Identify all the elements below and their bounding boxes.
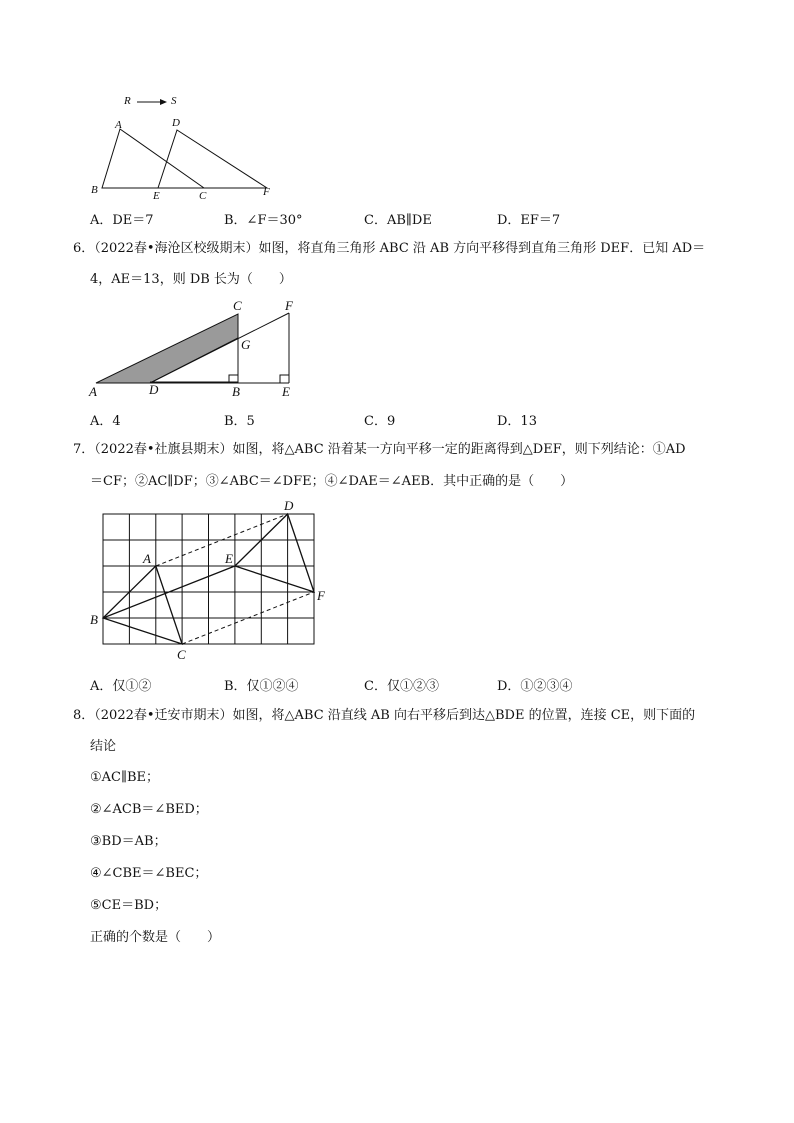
q8-item-5: ⑤CE＝BD； [90, 898, 168, 913]
q6-option-d[interactable]: D．13 [497, 414, 537, 429]
triangle-abc [103, 566, 182, 644]
q6-stem-line2: 4，AE＝13，则 DB 长为（ ） [90, 272, 292, 287]
label-b: B [91, 184, 98, 196]
q5-option-c[interactable]: C．AB∥DE [364, 213, 432, 228]
q6-option-a[interactable]: A．4 [90, 414, 121, 429]
label-s: S [171, 95, 177, 107]
label-f: F [317, 588, 325, 603]
triangle-def [235, 514, 314, 592]
q7-option-b[interactable]: B．仅①②④ [224, 679, 299, 694]
label-r: R [124, 95, 131, 107]
q5-option-a[interactable]: A．DE＝7 [90, 213, 154, 228]
q6-option-b[interactable]: B．5 [224, 414, 255, 429]
label-g: G [241, 337, 251, 352]
q8-item-4: ④∠CBE＝∠BEC； [90, 866, 208, 881]
q7-option-c[interactable]: C．仅①②③ [364, 679, 439, 694]
q7-stem-line1: 7．（2022春•社旗县期末）如图，将△ABC 沿着某一方向平移一定的距离得到△DEF，则下列结论：①AD [73, 442, 686, 457]
q8-item-2: ②∠ACB＝∠BED； [90, 802, 208, 817]
label-d: D [284, 498, 294, 513]
label-a: A [143, 551, 151, 566]
label-c: C [233, 298, 242, 313]
label-d: D [172, 117, 180, 129]
q5-option-b[interactable]: B．∠F＝30° [224, 213, 303, 228]
label-d: D [149, 382, 159, 397]
q8-stem-line1: 8．（2022春•迁安市期末）如图，将△ABC 沿直线 AB 向右平移后到达△BDE 的位置，连接 CE，则下面的 [73, 708, 696, 723]
label-e: E [282, 384, 290, 399]
q8-stem-line2: 结论 [90, 739, 117, 754]
q6-option-c[interactable]: C．9 [364, 414, 396, 429]
q5-option-d[interactable]: D．EF＝7 [497, 213, 561, 228]
grid [103, 514, 314, 644]
q7-stem-line2: ＝CF；②AC∥DF；③∠ABC＝∠DFE；④∠DAE＝∠AEB．其中正确的是（ ） [90, 474, 574, 489]
label-e: E [153, 190, 160, 202]
q8-item-1: ①AC∥BE； [90, 770, 160, 785]
label-b: B [232, 384, 240, 399]
label-b: B [90, 612, 98, 627]
q7-option-a[interactable]: A．仅①② [90, 679, 152, 694]
q8-item-3: ③BD＝AB； [90, 834, 167, 849]
q8-question: 正确的个数是（ ） [90, 930, 221, 945]
label-c: C [177, 647, 186, 662]
label-f: F [285, 298, 293, 313]
label-c: C [199, 190, 207, 202]
label-a: A [89, 384, 97, 399]
q6-stem-line1: 6．（2022春•海沧区校级期末）如图，将直角三角形 ABC 沿 AB 方向平移得到直角三角形 DEF．已知 AD＝ [73, 241, 706, 256]
label-e: E [225, 551, 233, 566]
q7-option-d[interactable]: D．①②③④ [497, 679, 573, 694]
label-f: F [263, 186, 270, 198]
label-a: A [115, 119, 122, 131]
